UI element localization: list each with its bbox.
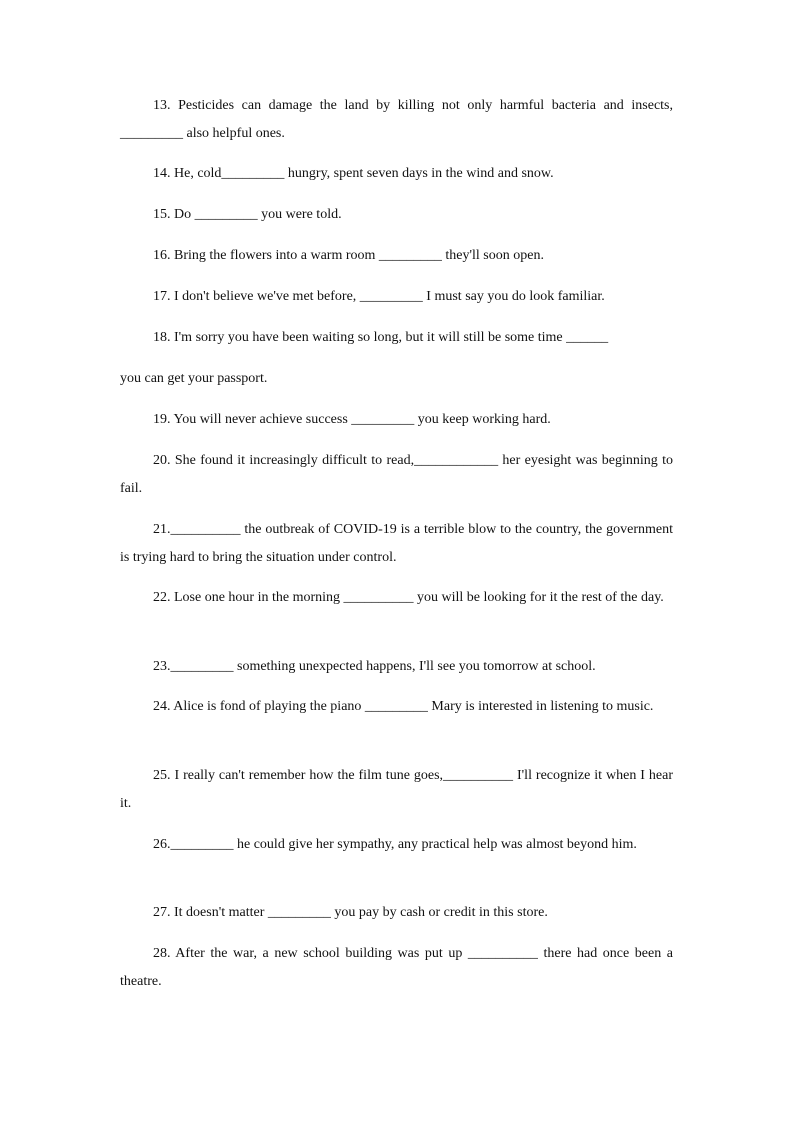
question-27: 27. It doesn't matter _________ you pay by cash or credit in this store. (153, 905, 548, 920)
question-25: 25. I really can't remember how the film tune goes,__________ I'll recognize it when I hear it. (120, 768, 673, 811)
question-19: 19. You will never achieve success _________ you keep working hard. (153, 412, 551, 427)
question-15: 15. Do _________ you were told. (153, 207, 342, 222)
question-22: 22. Lose one hour in the morning __________ you will be looking for it the rest of the day. (153, 590, 664, 605)
question-13: 13. Pesticides can damage the land by killing not only harmful bacteria and insects, _________ also helpful ones. (120, 98, 673, 141)
question-21: 21.__________ the outbreak of COVID-19 is a terrible blow to the country, the government is trying hard to bring the situation under control. (120, 522, 673, 565)
question-28: 28. After the war, a new school building was put up __________ there had once been a theatre. (120, 946, 673, 989)
question-20: 20. She found it increasingly difficult to read,____________ her eyesight was beginning to fail. (120, 453, 673, 496)
question-18-line-2: you can get your passport. (120, 371, 268, 386)
question-16: 16. Bring the flowers into a warm room _________ they'll soon open. (153, 248, 544, 263)
question-18 (120, 317, 673, 399)
question-24: 24. Alice is fond of playing the piano _________ Mary is interested in listening to music. (153, 699, 654, 714)
question-14: 14. He, cold_________ hungry, spent seven days in the wind and snow. (153, 166, 554, 181)
question-26: 26._________ he could give her sympathy, any practical help was almost beyond him. (153, 837, 637, 852)
question-18-line-1: 18. I'm sorry you have been waiting so long, but it will still be some time ______ (153, 330, 609, 345)
question-23: 23._________ something unexpected happens, I'll see you tomorrow at school. (153, 659, 596, 674)
question-17: 17. I don't believe we've met before, _________ I must say you do look familiar. (153, 289, 605, 304)
